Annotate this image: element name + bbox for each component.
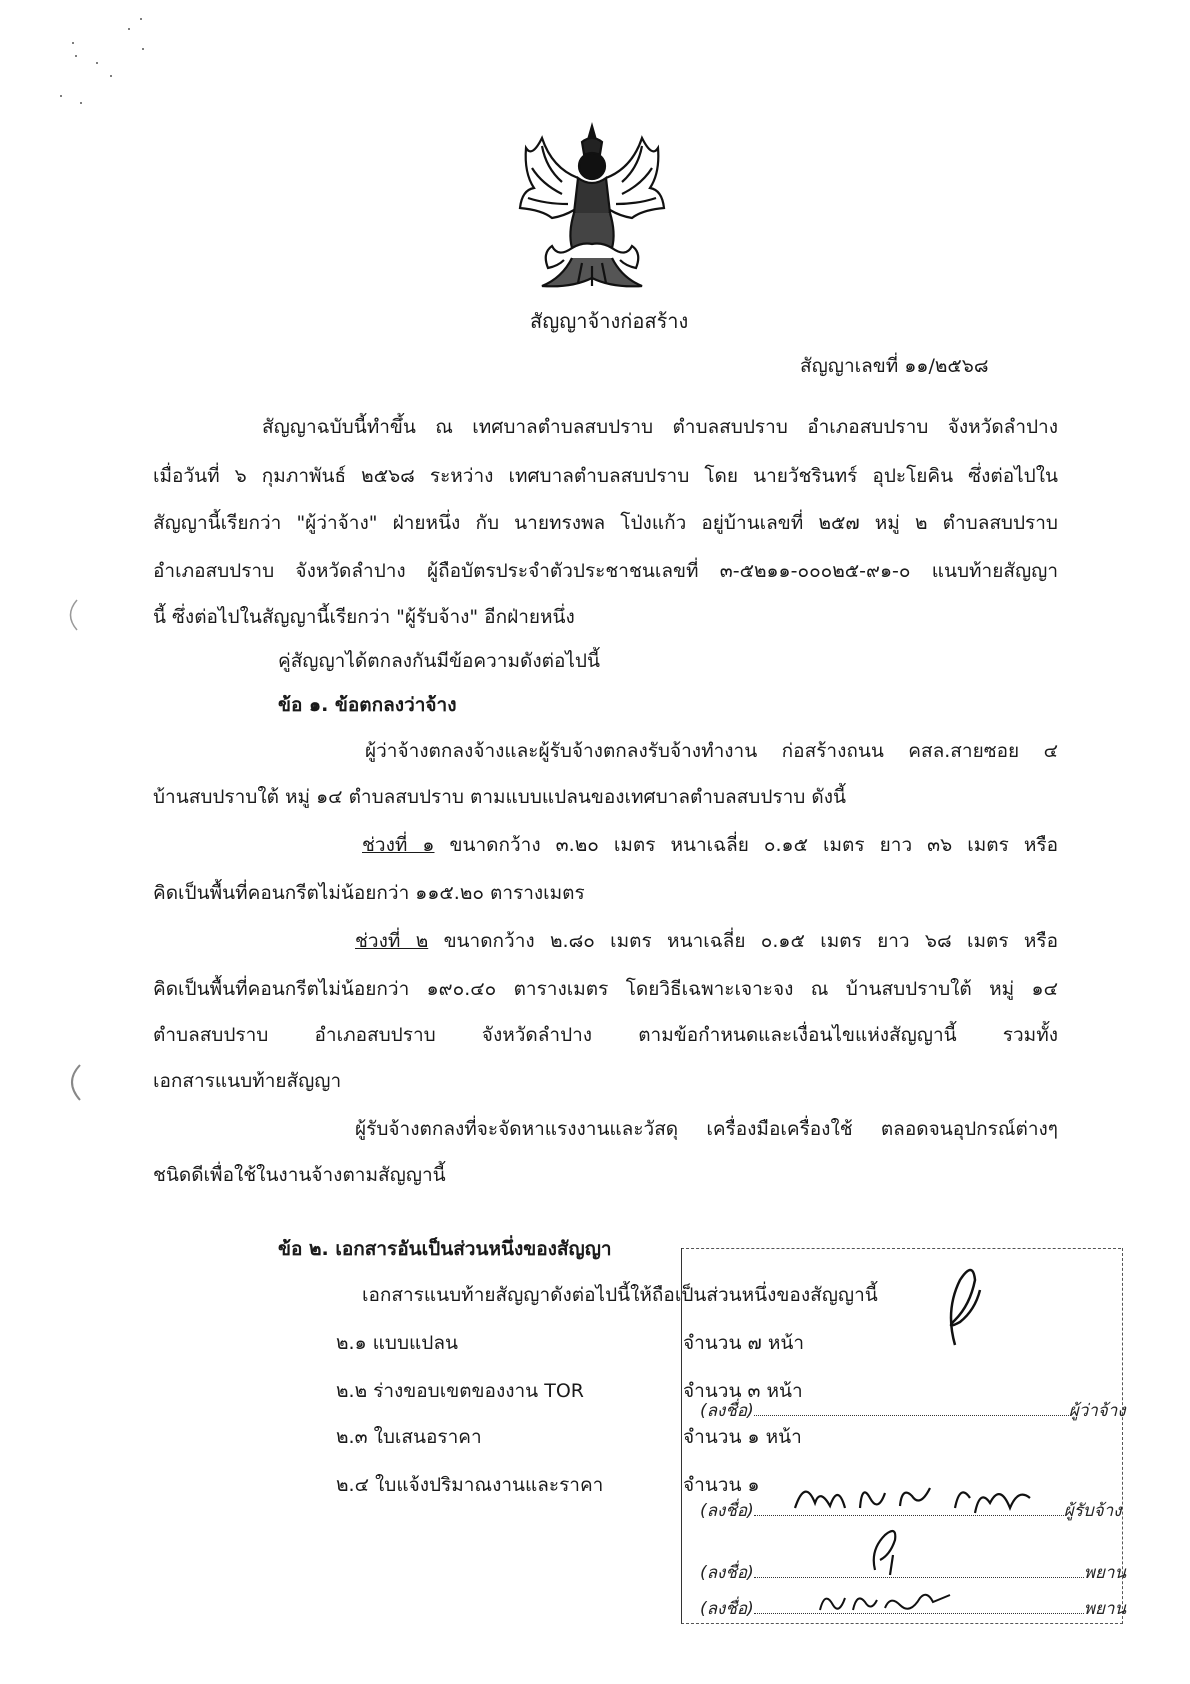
section2-line3: ตำบลสบปราบ อำเภอสบปราบ จังหวัดลำปาง ตามข้อกำหนดและเงื่อนไขแห่งสัญญานี้ รวมทั้ง [153,1024,1058,1046]
garuda-emblem-icon [512,118,672,293]
intro-line-5: นี้ ซึ่งต่อไปในสัญญานี้เรียกว่า "ผู้รับจ้าง" อีกฝ่ายหนึ่ง [153,606,575,628]
clause1-para3-line1: ผู้รับจ้างตกลงที่จะจัดหาแรงงานและวัสดุ เครื่องมือเครื่องใช้ ตลอดจนอุปกรณ์ต่างๆ [355,1118,1058,1140]
attachment-item-count: จำนวน ๗ หน้า [683,1332,804,1354]
attachment-item-count: จำนวน ๓ หน้า [683,1380,803,1402]
employer-signature-icon [915,1250,995,1370]
sign-prefix: (ลงชื่อ) [700,1599,754,1619]
witness2-signature-icon [815,1580,955,1620]
intro-line-1: สัญญาฉบับนี้ทำขึ้น ณ เทศบาลตำบลสบปราบ ตำบลสบปราบ อำเภอสบปราบ จังหวัดลำปาง [262,416,1058,438]
clause2-heading: ข้อ ๒. เอกสารอันเป็นส่วนหนึ่งของสัญญา [278,1238,612,1260]
section1-line2: คิดเป็นพื้นที่คอนกรีตไม่น้อยกว่า ๑๑๕.๒๐ ตารางเมตร [153,882,585,904]
attachment-item-count: จำนวน ๑ [683,1474,760,1496]
section1-dimensions: ขนาดกว้าง ๓.๒๐ เมตร หนาเฉลี่ย ๐.๑๕ เมตร ยาว ๓๖ เมตร หรือ [434,834,1059,856]
punch-hole-mark [62,595,82,635]
section1-label: ช่วงที่ ๑ [362,834,435,856]
agreement-intro: คู่สัญญาได้ตกลงกันมีข้อความดังต่อไปนี้ [278,650,600,672]
intro-line-4: อำเภอสบปราบ จังหวัดลำปาง ผู้ถือบัตรประจำตัวประชาชนเลขที่ ๓-๕๒๑๑-๐๐๐๒๕-๙๑-๐ แนบท้ายสัญญา [153,560,1058,582]
clause1-para1-line1: ผู้ว่าจ้างตกลงจ้างและผู้รับจ้างตกลงรับจ้างทำงาน ก่อสร้างถนน คสล.สายซอย ๔ [365,740,1058,762]
sign-prefix: (ลงชื่อ) [700,1501,754,1521]
section2-line1 [355,928,1058,954]
attachment-item-label: ๒.๑ แบบแปลน [336,1332,458,1354]
attachment-item-label: ๒.๒ ร่างขอบเขตของงาน TOR [336,1380,584,1402]
attachment-item-label: ๒.๓ ใบเสนอราคา [336,1426,482,1448]
witness1-role: พยาน [1083,1563,1127,1583]
witness1-signature-icon [855,1520,915,1580]
contractor-role: ผู้รับจ้าง [1063,1501,1122,1521]
clause1-para3-line2: ชนิดดีเพื่อใช้ในงานจ้างตามสัญญานี้ [153,1164,446,1186]
section2-line4: เอกสารแนบท้ายสัญญา [153,1070,342,1092]
contractor-signature-icon [790,1468,1040,1528]
employer-signature-line [700,1400,1126,1422]
contract-number: สัญญาเลขที่ ๑๑/๒๕๖๘ [800,355,989,377]
section2-dimensions: ขนาดกว้าง ๒.๘๐ เมตร หนาเฉลี่ย ๐.๑๕ เมตร ยาว ๖๘ เมตร หรือ [428,930,1058,952]
sign-prefix: (ลงชื่อ) [700,1563,754,1583]
intro-line-3: สัญญานี้เรียกว่า "ผู้ว่าจ้าง" ฝ่ายหนึ่ง กับ นายทรงพล โป่งแก้ว อยู่บ้านเลขที่ ๒๕๗ หมู่ ๒ ตำบลสบปราบ [153,512,1058,534]
section2-line2: คิดเป็นพื้นที่คอนกรีตไม่น้อยกว่า ๑๙๐.๔๐ ตารางเมตร โดยวิธีเฉพาะเจาะจง ณ บ้านสบปราบใต้ หมู่ ๑๔ [153,978,1058,1000]
employer-role: ผู้ว่าจ้าง [1068,1401,1126,1421]
clause1-heading: ข้อ ๑. ข้อตกลงว่าจ้าง [278,694,457,716]
attachment-item-label: ๒.๔ ใบแจ้งปริมาณงานและราคา [336,1474,604,1496]
attachment-item-count: จำนวน ๑ หน้า [683,1426,802,1448]
clause2-intro: เอกสารแนบท้ายสัญญาดังต่อไปนี้ให้ถือเป็นส่วนหนึ่งของสัญญานี้ [362,1284,878,1306]
witness2-role: พยาน [1083,1599,1127,1619]
document-title: สัญญาจ้างก่อสร้าง [530,309,689,333]
section1-line1 [362,832,1058,858]
sign-prefix: (ลงชื่อ) [700,1401,754,1421]
punch-hole-mark [62,1060,86,1104]
intro-line-2: เมื่อวันที่ ๖ กุมภาพันธ์ ๒๕๖๘ ระหว่าง เทศบาลตำบลสบปราบ โดย นายวัชรินทร์ อุปะโยคิน ซึ่งต่อไปใน [153,465,1058,487]
clause1-para1-line2: บ้านสบปราบใต้ หมู่ ๑๔ ตำบลสบปราบ ตามแบบแปลนของเทศบาลตำบลสบปราบ ดังนี้ [153,786,846,808]
section2-label: ช่วงที่ ๒ [355,930,429,952]
